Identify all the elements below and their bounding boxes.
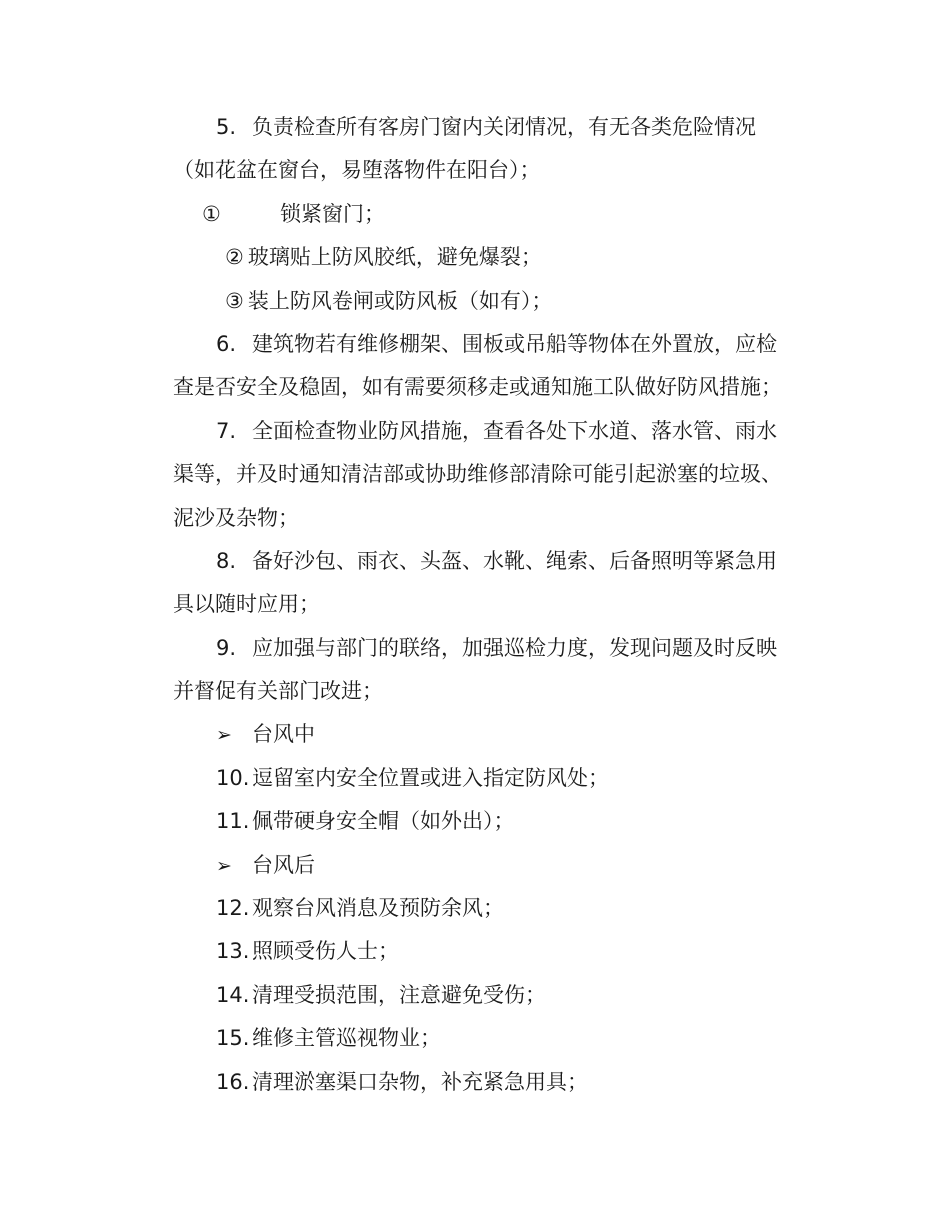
section-heading-after [173, 844, 803, 887]
item-number: 11. [216, 809, 250, 834]
arrow-bullet-icon: ➢ [216, 724, 232, 747]
list-item-8 [173, 540, 803, 627]
item-text: 全面检查物业防风措施，查看各处下水道、落水管、雨水 [252, 418, 777, 443]
item-text-continued: 具以随时应用； [173, 592, 320, 617]
item-text: 装上防风卷闸或防风板（如有）； [247, 288, 553, 313]
item-number: 16. [216, 1069, 250, 1094]
document-body [173, 106, 803, 1104]
list-item-11 [173, 800, 803, 843]
item-text: 逗留室内安全位置或进入指定防风处； [252, 765, 609, 790]
circled-number: ③ [225, 288, 244, 313]
list-item-5 [173, 106, 803, 193]
item-number: 10. [216, 765, 250, 790]
item-number: 9. [216, 635, 237, 660]
section-title: 台风后 [252, 852, 315, 877]
item-number: 15. [216, 1026, 250, 1051]
list-item-16 [173, 1061, 803, 1104]
circled-number: ① [202, 201, 221, 226]
section-heading-during [173, 713, 803, 756]
item-number: 14. [216, 982, 250, 1007]
arrow-bullet-icon: ➢ [216, 854, 232, 877]
item-text-continued: （如花盆在窗台，易堕落物件在阳台）； [173, 158, 541, 183]
item-text: 清理受损范围，注意避免受伤； [252, 982, 546, 1007]
item-number: 13. [216, 939, 250, 964]
item-number: 8. [216, 548, 237, 573]
item-number: 12. [216, 896, 250, 921]
sub-item-2 [173, 236, 803, 279]
list-item-9 [173, 627, 803, 714]
item-text-continued: 渠等，并及时通知清洁部或协助维修部清除可能引起淤塞的垃圾、 [173, 462, 782, 487]
list-item-6 [173, 323, 803, 410]
item-number: 7. [216, 418, 237, 443]
item-text-continued: 泥沙及杂物； [173, 505, 299, 530]
item-number: 6. [216, 331, 237, 356]
item-text: 建筑物若有维修棚架、围板或吊船等物体在外置放，应检 [252, 331, 777, 356]
item-text-continued: 查是否安全及稳固，如有需要须移走或通知施工队做好防风措施； [173, 375, 782, 400]
circled-number: ② [225, 245, 244, 270]
item-text: 佩带硬身安全帽（如外出）； [252, 809, 515, 834]
item-text-continued: 并督促有关部门改进； [173, 679, 383, 704]
item-text: 维修主管巡视物业； [252, 1026, 441, 1051]
item-number: 5. [216, 115, 237, 139]
list-item-13 [173, 930, 803, 973]
item-text: 清理淤塞渠口杂物，补充紧急用具； [252, 1069, 588, 1094]
item-text: 照顾受伤人士； [252, 939, 399, 964]
list-item-12 [173, 887, 803, 930]
item-text: 备好沙包、雨衣、头盔、水靴、绳索、后备照明等紧急用 [252, 548, 777, 573]
list-item-14 [173, 974, 803, 1017]
sub-item-3 [173, 280, 803, 323]
list-item-7 [173, 410, 803, 540]
item-text: 观察台风消息及预防余风； [252, 896, 504, 921]
item-text: 负责检查所有客房门窗内关闭情况，有无各类危险情况 [252, 115, 756, 139]
list-item-15 [173, 1017, 803, 1060]
section-title: 台风中 [252, 722, 315, 747]
list-item-10 [173, 757, 803, 800]
sub-item-1 [173, 193, 803, 236]
item-text: 玻璃贴上防风胶纸，避免爆裂； [247, 245, 542, 270]
item-text: 应加强与部门的联络，加强巡检力度，发现问题及时反映 [252, 635, 777, 660]
item-text: 锁紧窗门； [280, 201, 385, 226]
